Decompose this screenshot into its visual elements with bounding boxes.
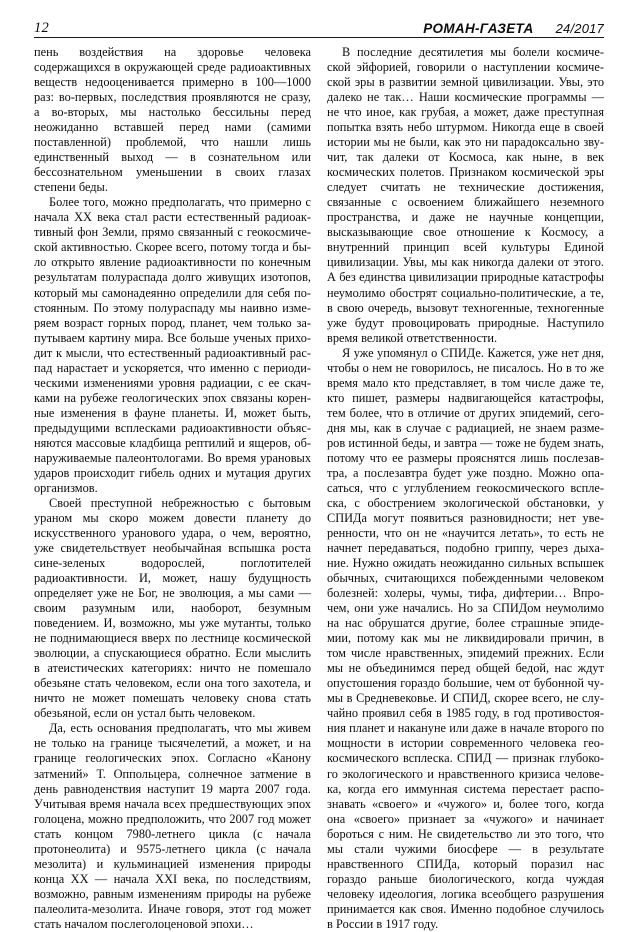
publication-title: РОМАН-ГАЗЕТА (423, 20, 534, 36)
column-left (34, 45, 311, 932)
running-head-right (423, 22, 604, 36)
issue-number: 24/2017 (555, 20, 604, 36)
column-right (327, 45, 604, 932)
page-number: 12 (34, 19, 49, 36)
paragraph: Более того, можно предполагать, что примерно с начала XX века стал расти естественный радиоактивный фон Земли, прямо связанный с геокосмической активностью. Скорее всего, потому тогда и было открыто явление радиоактивности по конечным результатам полураспада долго живущих изотопов, который мы самонадеянно определили для себя постоянным. По этому полураспаду мы наивно измеряем возраст горных пород, планет, чем только запутываем картину мира. Все больше ученых приходит к мысли, что естественный радиоактивный распад нарастает и ускоряется, что именно с периодическими изменениями уровня радиации, с ее скачками на рубеже геологических эпох связаны коренные изменения в фауне планеты. И, может быть, предыдущими всплесками радиоактивности объясняются массовые кладбища рептилий и ящеров, обнаруживаемые палеонтологами. Во время урановых ударов происходит гибель одних и мутация других организмов. (34, 195, 311, 495)
body-columns (34, 45, 604, 931)
running-head (34, 16, 604, 38)
paragraph: пень воздействия на здоровье человека содержащихся в окружающей среде радиоактивных веществ недооценивается примерно в 100—1000 раз: во-первых, последствия проявляются не сразу, а во-вторых, мы настолько бессильны перед неожиданно вставшей перед нами (самими поставленной) проблемой, что нашли лишь единственный выход — в сознательном или бессознательном уменьшении в своих глазах степени беды. (34, 45, 311, 195)
paragraph: Я уже упомянул о СПИДе. Кажется, уже нет дня, чтобы о нем не говорилось, не писалось. Но в то же время мало кто представляет, в том числе даже те, кто пишет, размеры надвигающейся катастрофы, тем более, что в отличие от других эпидемий, сегодня мы, как в случае с радиацией, не знаем размеров истинной беды, и завтра — тоже не будем знать, потому что ее размеры прояснятся лишь послезавтра, а послезавтра будет уже поздно. Можно опасаться, что с углублением геокосмического всплеска, с обострением экологической обстановки, у СПИДа могут появиться разновидности; нет уверенности, что он не «научится летать», то есть не начнет передаваться, подобно гриппу, через дыхание. Нужно ожидать неожиданно сильных вспышек обычных, считающихся побежденными человеком болезней: холеры, чумы, тифа, дифтерии… Впрочем, они уже начались. Но за СПИДом неумолимо на нас обрушатся другие, более страшные эпидемии, потому как мы не ликвидировали причин, в том числе нравственных, эпидемий прежних. Если мы не объединимся перед общей бедой, нас ждут опустошения гораздо большие, чем от бубонной чумы в Средневековье. И СПИД, скорее всего, не случайно проявил себя в 1985 году, в год противостояния планет и накануне или даже в начале второго по мощности в истории современного человека геокосмического всплеска. СПИД — признак глубокого экологического и нравственного кризиса человека, когда его иммунная система перестает распознавать «своего» и «чужого» и, более того, когда она «своего» признает за «чужого» и начинает бороться с ним. Не свидетельство ли это того, что мы стали чужими биосфере — в результате нравственного СПИДа, который поразил нас гораздо раньше биологического, когда чуждая человеку идеология, логика всеобщего разрушения принимается как своя. Именно подобное случилось в России в 1917 году. (327, 345, 604, 931)
paragraph: Своей преступной небрежностью с бытовым ураном мы скоро можем довести планету до искусственного уранового удара, о чем, вероятно, уже свидетельствует необычайная вспышка роста сине-зеленых водорослей, поглотителей радиоактивности. И, может, нашу будущность определяет уже не Бог, не эволюция, а мы сами — своим разумным или, наоборот, безумным поведением. И, возможно, мы уже мутанты, только не поднимающиеся вверх по лестнице космической эволюции, а спускающиеся обратно. Если мыслить в атеистических категориях: ничто не помешало обезьяне стать человеком, если она того захотела, и ничто не может помешать человеку снова стать обезьяной, если он устал быть человеком. (34, 495, 311, 721)
paragraph: Да, есть основания предполагать, что мы живем не только на границе тысячелетий, а может, и на границе геологических эпох. Согласно «Канону затмений» Т. Оппольцера, солнечное затмение в день равноденствия наступит 19 марта 2007 года. Учитывая время начала всех предшествующих эпох голоцена, можно предположить, что 2007 год может стать концом 7980-летнего цикла (с начала протонеолита) и 9575-летнего цикла (с начала мезолита) и кульминацией изменения природы конца XX — начала XXI века, по последствиям, возможно, равным изменениям природы на рубеже палеолита-мезолита. Иначе говоря, этот год может стать началом послеголоценовой эпохи… (34, 721, 311, 931)
paragraph: В последние десятилетия мы болели космической эйфорией, говорили о наступлении космической эры в развитии земной цивилизации. Увы, это далеко не так… Наши космические программы — не что иное, как грубая, а может, даже преступная попытка взять небо штурмом. Никогда еще в своей истории мы не были, как это ни парадоксально звучит, так далеки от Космоса, как ныне, в век космических полетов. Признаком космической эры следует считать не технические достижения, связанные с освоением ближайшего неземного пространства, и даже не научные концепции, высказывающие свое отношение к Космосу, а внутренний принцип всей культуры Единой цивилизации. Увы, мы как никогда далеки от этого. А без единства цивилизации природные катастрофы неумолимо обострят социально-политические, а те, в свою очередь, вызовут техногенные, техногенные уже будут провоцировать природные. Наступило время великой ответственности. (327, 45, 604, 345)
